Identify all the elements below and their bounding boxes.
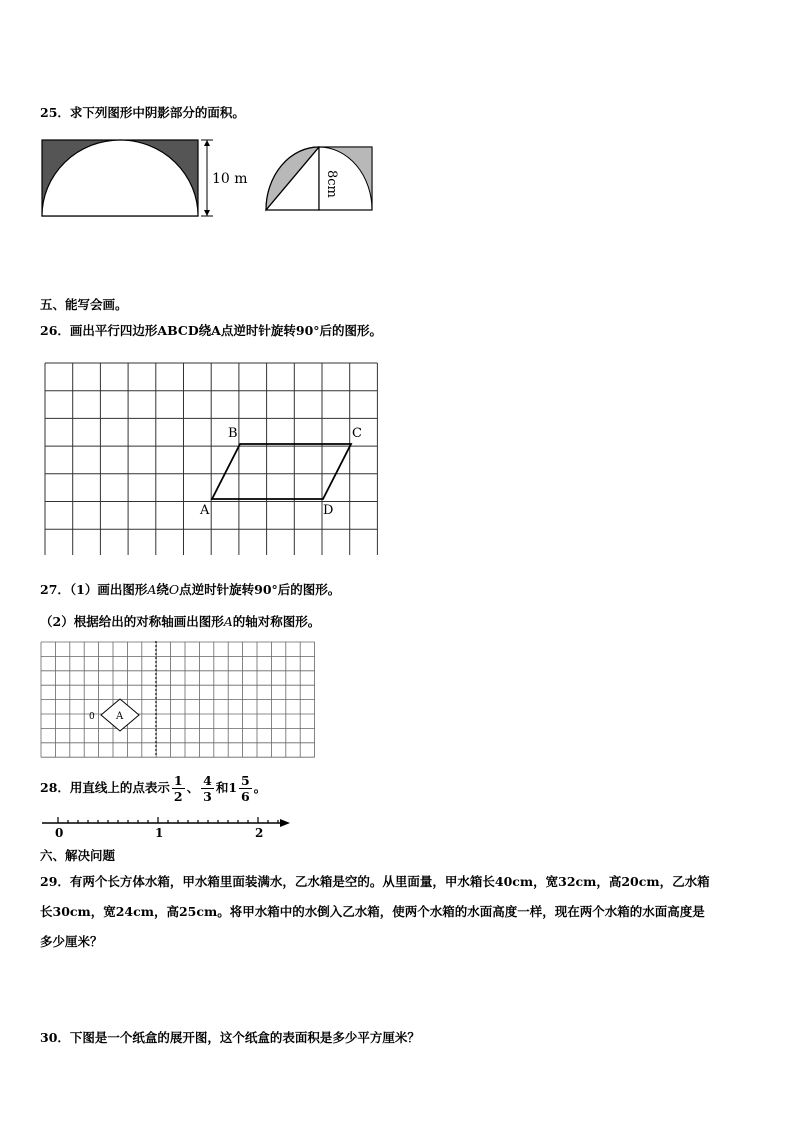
q28-frac1-den: 2 — [173, 789, 183, 804]
q28-frac2-den: 3 — [203, 789, 212, 804]
q25-dim-arrow-bottom — [204, 210, 210, 216]
q28-tick-label-0: 0 — [55, 826, 64, 840]
q27-part1-mid: 绕 — [156, 582, 169, 597]
q25-dim-label: 10 m — [212, 171, 248, 187]
q25-figure-semicircle — [38, 136, 248, 220]
q28-tick-marks — [58, 817, 278, 823]
q28-tick-label-2: 2 — [255, 826, 264, 840]
q28-prefix: 28．用直线上的点表示 — [40, 780, 170, 795]
q28-text — [40, 770, 266, 806]
q28-axis-arrow — [280, 819, 290, 827]
q27-center-name: O — [168, 582, 180, 597]
q30-text: 30．下图是一个纸盒的展开图，这个纸盒的表面积是多少平方厘米？ — [40, 1030, 420, 1045]
q29-line3: 多少厘米？ — [40, 934, 103, 949]
q28-fraction-1 — [172, 773, 185, 804]
q27-part1 — [40, 582, 340, 598]
q27-part2-suffix: 的轴对称图形。 — [232, 614, 321, 629]
q25-right-label: 8cm — [324, 170, 339, 198]
q28-frac3-den: 6 — [241, 789, 250, 804]
q25-dim-arrow-top — [204, 140, 210, 146]
q28-sep: 、 — [186, 780, 200, 795]
q27-part2 — [40, 614, 320, 630]
q26-label-c: C — [352, 426, 362, 441]
q26-parallelogram — [212, 444, 351, 499]
q29-line1: 29．有两个长方体水箱，甲水箱里面装满水，乙水箱是空的。从里面量，甲水箱长40cm，宽32cm，高20cm，乙水箱 — [40, 874, 710, 889]
q26-label-a: A — [200, 503, 210, 518]
q27-grid-lines — [41, 642, 315, 757]
q28-fraction-3 — [239, 773, 252, 804]
section6-title: 六、解决问题 — [40, 848, 116, 863]
q27-center-label: 0 — [89, 712, 95, 722]
q26-grid-lines — [45, 363, 377, 555]
q26-grid-figure — [44, 362, 380, 555]
q27-shape-a-label: A — [116, 711, 124, 722]
q27-shape-name: A — [147, 582, 157, 597]
q27-part1-prefix: 27．（1）画出图形 — [40, 582, 148, 597]
q28-frac3-num: 5 — [241, 773, 250, 788]
section5-title: 五、能写会画。 — [40, 297, 128, 312]
q27-shape-name-2: A — [223, 614, 233, 629]
q25-figure-quarter-circles — [262, 143, 377, 215]
q28-number-line — [40, 813, 295, 841]
q27-grid-figure — [40, 641, 316, 759]
q25-text: 25．求下列图形中阴影部分的面积。 — [40, 105, 245, 120]
q29-line2: 长30cm，宽24cm，高25cm。将甲水箱中的水倒入乙水箱，使两个水箱的水面高度一样，现在两个水箱的水面高度是 — [40, 904, 705, 919]
q28-frac1-num: 1 — [173, 773, 183, 788]
q28-frac2-num: 4 — [203, 773, 212, 788]
q28-fraction-2 — [201, 773, 214, 804]
q27-part2-prefix: （2）根据给出的对称轴画出图形 — [40, 614, 224, 629]
q28-end: 。 — [253, 780, 267, 795]
q28-tick-label-1: 1 — [155, 826, 164, 840]
q28-and: 和1 — [215, 780, 238, 795]
q26-label-d: D — [323, 503, 334, 518]
q26-text: 26．画出平行四边形ABCD绕A点逆时针旋转90°后的图形。 — [40, 323, 383, 338]
q26-label-b: B — [228, 426, 238, 441]
q27-part1-suffix: 点逆时针旋转90°后的图形。 — [179, 582, 341, 597]
